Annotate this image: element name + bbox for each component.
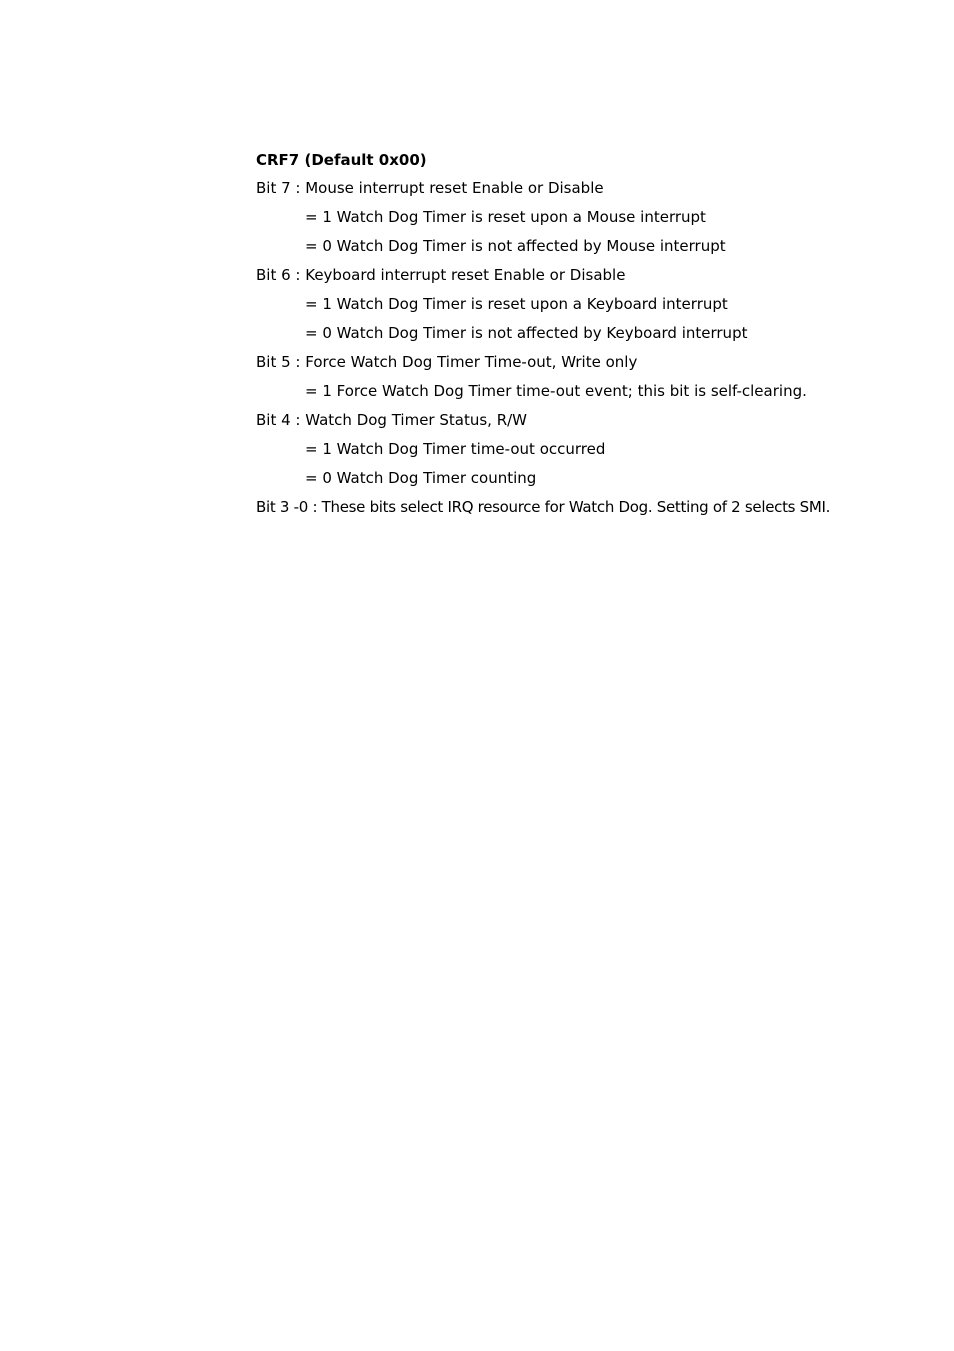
bit7-option-1: = 1 Watch Dog Timer is reset upon a Mouse interrupt xyxy=(305,208,706,226)
bit4-option-1: = 1 Watch Dog Timer time-out occurred xyxy=(305,440,606,458)
bit5-option-1: = 1 Force Watch Dog Timer time-out event; this bit is self-clearing. xyxy=(305,382,807,400)
register-description xyxy=(256,146,916,522)
bit5-description: Bit 5 : Force Watch Dog Timer Time-out, Write only xyxy=(256,353,638,371)
register-title: CRF7 (Default 0x00) xyxy=(256,151,427,169)
bit4-description: Bit 4 : Watch Dog Timer Status, R/W xyxy=(256,411,528,429)
bit7-description: Bit 7 : Mouse interrupt reset Enable or Disable xyxy=(256,179,604,197)
bit3-0-description: Bit 3 -0 : These bits select IRQ resource for Watch Dog. Setting of 2 selects SMI. xyxy=(256,498,831,516)
bit6-option-1: = 1 Watch Dog Timer is reset upon a Keyboard interrupt xyxy=(305,295,728,313)
bit7-option-0: = 0 Watch Dog Timer is not affected by Mouse interrupt xyxy=(305,237,726,255)
bit6-description: Bit 6 : Keyboard interrupt reset Enable or Disable xyxy=(256,266,626,284)
bit4-option-0: = 0 Watch Dog Timer counting xyxy=(305,469,537,487)
bit6-option-0: = 0 Watch Dog Timer is not affected by Keyboard interrupt xyxy=(305,324,748,342)
